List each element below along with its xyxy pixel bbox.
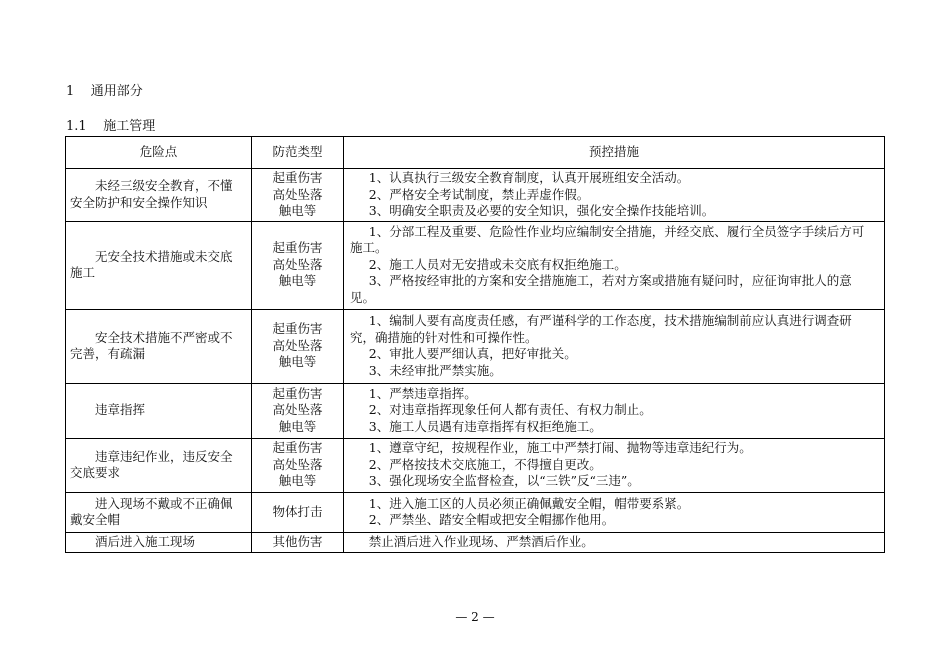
- control-measure-item: 3、明确安全职责及必要的安全知识，强化安全操作技能培训。: [368, 203, 715, 218]
- column-header-hazard: 危险点: [66, 137, 252, 169]
- column-header-type: 防范类型: [252, 137, 344, 169]
- control-measures-cell: [344, 309, 885, 383]
- hazard-cell: 未经三级安全教育，不懂安全防护和安全操作知识: [66, 169, 252, 222]
- column-header-measures: 预控措施: [344, 137, 885, 169]
- control-measure-item: 3、强化现场安全监督检查，以“三铁”反“三违”。: [368, 473, 640, 489]
- table-row: [66, 438, 885, 492]
- table-row: [66, 169, 885, 222]
- protection-type-item: 起重伤害: [272, 240, 323, 256]
- control-measure-item: 2、严禁坐、踏安全帽或把安全帽挪作他用。: [368, 512, 615, 527]
- protection-type-item: 起重伤害: [272, 321, 323, 337]
- control-measure-item: 禁止酒后进入作业现场、严禁酒后作业。: [368, 533, 594, 549]
- control-measures-cell: [344, 492, 885, 532]
- control-measures-cell: [344, 169, 885, 222]
- protection-type-item: 起重伤害: [272, 440, 323, 456]
- table-body: [66, 169, 885, 553]
- table-row: [66, 383, 885, 438]
- control-measures-cell: [344, 221, 885, 309]
- protection-type-item: 高处坠落: [272, 256, 323, 272]
- control-measures-cell: [344, 532, 885, 552]
- hazard-cell: 酒后进入施工现场: [66, 532, 252, 552]
- hazard-cell: 违章指挥: [66, 383, 252, 438]
- control-measure-item: 1、分部工程及重要、危险性作业均应编制安全措施，并经交底、履行全员签字手续后方可施工。: [350, 223, 865, 256]
- control-measure-item: 3、未经审批严禁实施。: [368, 362, 502, 378]
- control-measure-item: 2、严格安全考试制度，禁止弄虚作假。: [368, 186, 590, 202]
- protection-type-item: 触电等: [278, 473, 317, 489]
- hazard-cell: 进入现场不戴或不正确佩戴安全帽: [66, 492, 252, 532]
- control-measure-item: 1、认真执行三级安全教育制度，认真开展班组安全活动。: [368, 170, 690, 185]
- table-row: [66, 309, 885, 383]
- hazard-cell: 安全技术措施不严密或不完善，有疏漏: [66, 309, 252, 383]
- protection-type-cell: [252, 221, 344, 309]
- control-measure-item: 1、严禁违章指挥。: [368, 385, 477, 401]
- control-measure-item: 2、审批人要严细认真，把好审批关。: [368, 346, 577, 361]
- protection-type-item: 起重伤害: [272, 385, 323, 401]
- section-heading: 1 通用部分: [66, 84, 143, 99]
- protection-type-item: 物体打击: [272, 503, 323, 519]
- control-measure-item: 1、进入施工区的人员必须正确佩戴安全帽，帽带要系紧。: [368, 495, 690, 511]
- control-measure-item: 1、遵章守纪，按规程作业，施工中严禁打闹、抛物等违章违纪行为。: [368, 440, 752, 456]
- protection-type-item: 触电等: [278, 354, 317, 370]
- control-measures-cell: [344, 383, 885, 438]
- control-measure-item: 2、对违章指挥现象任何人都有责任、有权力制止。: [368, 402, 652, 418]
- hazard-cell: 违章违纪作业，违反安全交底要求: [66, 438, 252, 492]
- protection-type-cell: [252, 438, 344, 492]
- subsection-heading: 1.1 施工管理: [66, 119, 156, 134]
- control-measure-item: 3、施工人员遇有违章指挥有权拒绝施工。: [368, 418, 602, 434]
- protection-type-item: 高处坠落: [272, 337, 323, 353]
- protection-type-item: 高处坠落: [272, 402, 323, 418]
- protection-type-item: 高处坠落: [272, 456, 323, 472]
- protection-type-cell: [252, 532, 344, 552]
- table-row: [66, 532, 885, 552]
- protection-type-item: 其他伤害: [272, 533, 323, 549]
- control-measure-item: 2、施工人员对无安措或未交底有权拒绝施工。: [368, 256, 627, 272]
- page-number: — 2 —: [455, 610, 495, 624]
- risk-control-table: [65, 136, 885, 553]
- hazard-cell: 无安全技术措施或未交底施工: [66, 221, 252, 309]
- protection-type-cell: [252, 309, 344, 383]
- protection-type-cell: [252, 492, 344, 532]
- protection-type-item: 触电等: [278, 273, 317, 289]
- table-row: [66, 492, 885, 532]
- control-measure-item: 1、编制人要有高度责任感，有严谨科学的工作态度，技术措施编制前应认真进行调查研究，确措施的针对性和可操作性。: [350, 313, 852, 345]
- control-measure-item: 2、严格按技术交底施工，不得擅自更改。: [368, 456, 602, 472]
- protection-type-item: 高处坠落: [272, 186, 323, 202]
- table-row: [66, 221, 885, 309]
- protection-type-item: 触电等: [278, 418, 317, 434]
- table-header-row: [66, 137, 885, 169]
- protection-type-item: 起重伤害: [272, 170, 323, 185]
- control-measures-cell: [344, 438, 885, 492]
- control-measure-item: 3、严格按经审批的方案和安全措施施工，若对方案或措施有疑问时，应征询审批人的意见。: [350, 273, 852, 305]
- protection-type-cell: [252, 383, 344, 438]
- protection-type-item: 触电等: [278, 203, 317, 218]
- protection-type-cell: [252, 169, 344, 222]
